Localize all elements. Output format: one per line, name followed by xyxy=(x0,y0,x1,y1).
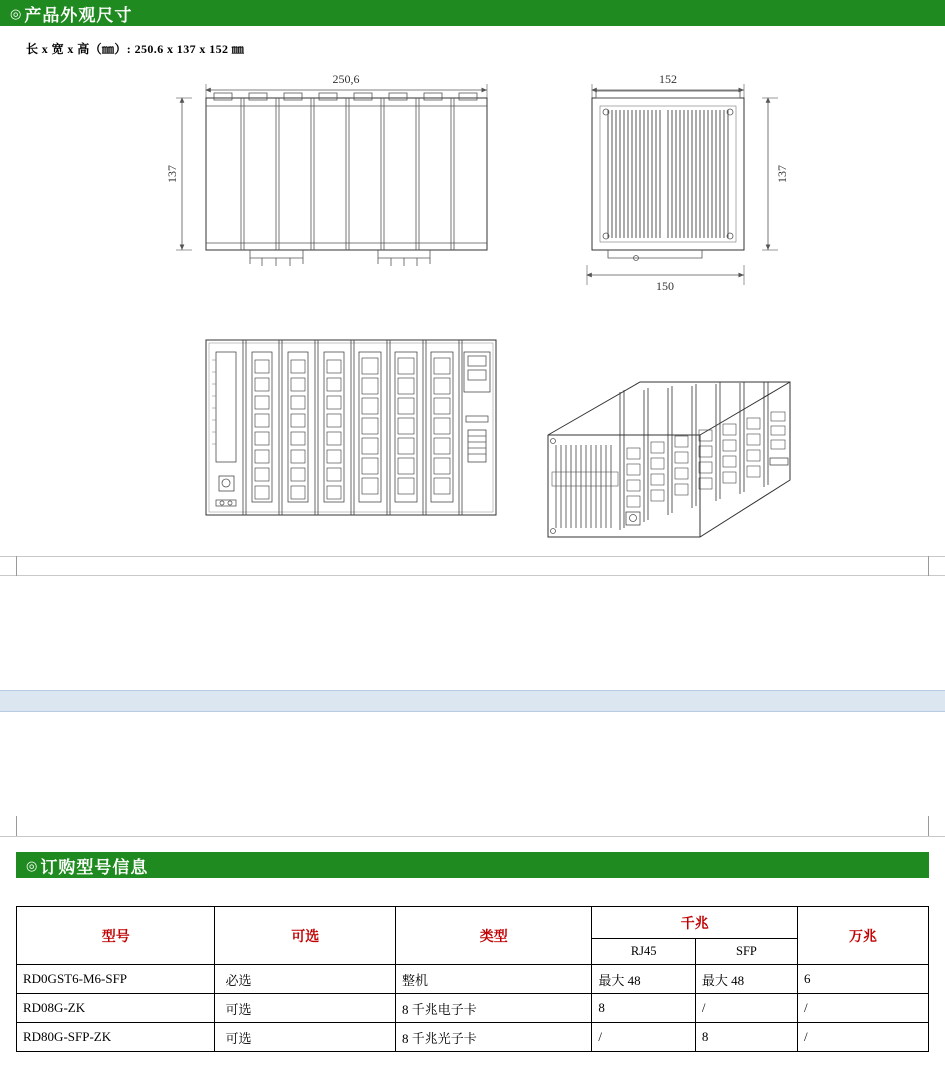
table-row xyxy=(17,965,929,994)
cell-sfp: 8 xyxy=(695,1023,797,1052)
divider-line-1 xyxy=(0,556,945,557)
dim-side-depth: 150 xyxy=(656,279,674,293)
cell-optional: 可选 xyxy=(215,994,396,1023)
bullet-icon: ◎ xyxy=(10,5,22,21)
section-header-dimensions xyxy=(0,0,945,26)
cell-rj45: 最大 48 xyxy=(592,965,695,994)
col-header-tengig: 万兆 xyxy=(798,907,929,965)
cell-sfp: 最大 48 xyxy=(695,965,797,994)
cell-type: 8 千兆光子卡 xyxy=(396,1023,592,1052)
cell-type: 8 千兆电子卡 xyxy=(396,994,592,1023)
cell-sfp: / xyxy=(695,994,797,1023)
blue-band xyxy=(0,690,945,712)
product-drawings xyxy=(0,60,945,550)
left-edge-tick-2 xyxy=(16,816,17,836)
col-header-model: 型号 xyxy=(17,907,215,965)
dim-front-height: 137 xyxy=(165,165,179,183)
section-title-dimensions: 产品外观尺寸 xyxy=(24,5,133,25)
cell-optional: 必选 xyxy=(215,965,396,994)
dimension-spec-line: 长 x 宽 x 高（㎜）: 250.6 x 137 x 152 ㎜ xyxy=(26,42,245,56)
cell-tengig: 6 xyxy=(798,965,929,994)
cell-model: RD08G-ZK xyxy=(17,994,215,1023)
dim-side-width: 152 xyxy=(659,72,677,86)
section-header-order xyxy=(16,852,929,878)
right-edge-tick-1 xyxy=(928,556,929,576)
divider-line-3 xyxy=(0,836,945,837)
cell-rj45: / xyxy=(592,1023,695,1052)
table-row xyxy=(17,994,929,1023)
cell-optional: 可选 xyxy=(215,1023,396,1052)
cell-type: 整机 xyxy=(396,965,592,994)
cell-tengig: / xyxy=(798,1023,929,1052)
divider-line-2 xyxy=(0,575,945,576)
bullet-icon: ◎ xyxy=(26,857,38,873)
col-header-gigabit-sfp: SFP xyxy=(695,939,797,965)
col-header-gigabit-rj45: RJ45 xyxy=(592,939,695,965)
col-header-optional: 可选 xyxy=(215,907,396,965)
cell-rj45: 8 xyxy=(592,994,695,1023)
left-edge-tick-1 xyxy=(16,556,17,576)
col-header-gigabit: 千兆 xyxy=(592,907,798,939)
right-edge-tick-2 xyxy=(928,816,929,836)
cell-model: RD0GST6-M6-SFP xyxy=(17,965,215,994)
cell-tengig: / xyxy=(798,994,929,1023)
col-header-type: 类型 xyxy=(396,907,592,965)
cell-model: RD80G-SFP-ZK xyxy=(17,1023,215,1052)
table-row xyxy=(17,1023,929,1052)
dim-front-width: 250,6 xyxy=(332,72,360,86)
section-title-order: 订购型号信息 xyxy=(40,857,149,877)
dim-side-height: 137 xyxy=(775,165,789,183)
order-info-table xyxy=(16,906,929,1052)
